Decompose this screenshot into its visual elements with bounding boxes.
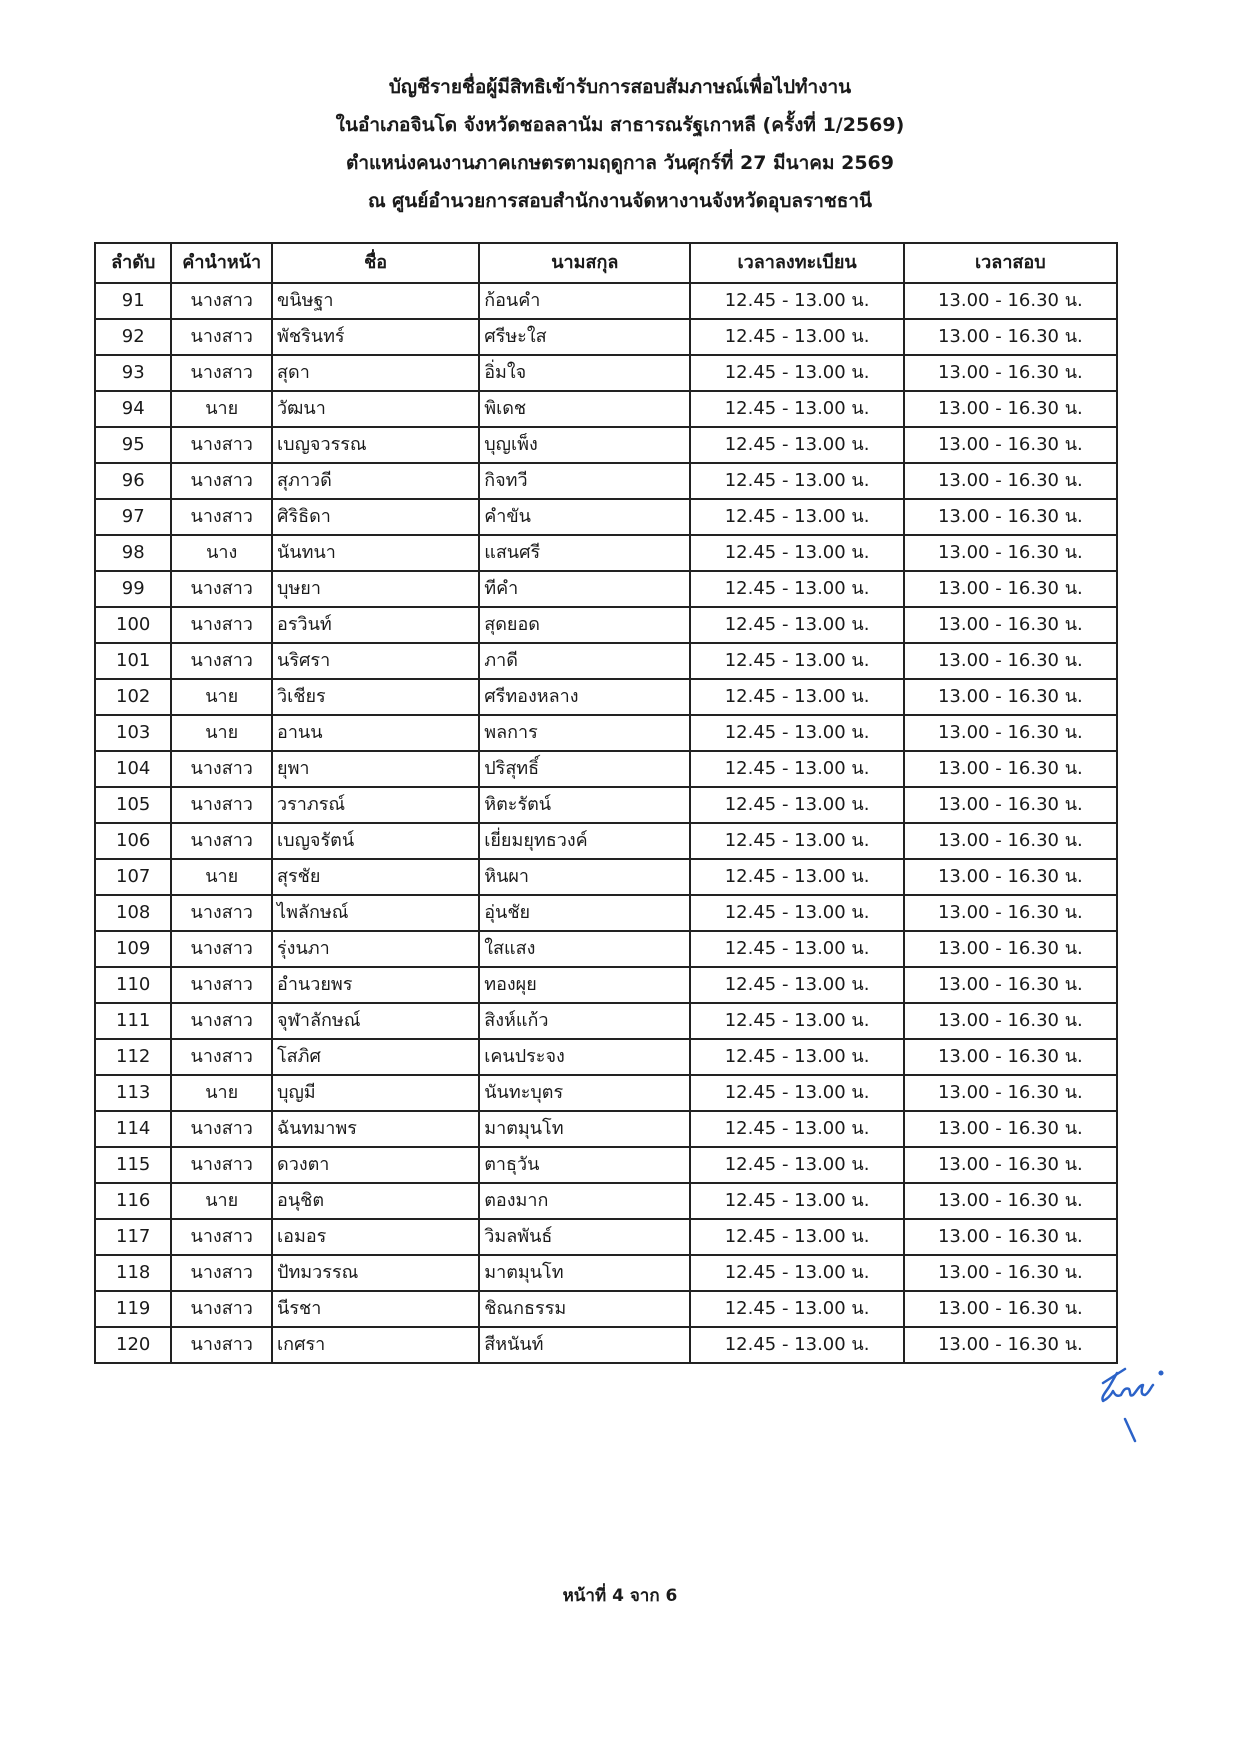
cell-no: 95 bbox=[95, 427, 171, 463]
table-row bbox=[95, 319, 1117, 355]
cell-no: 110 bbox=[95, 967, 171, 1003]
cell-registration-time: 12.45 - 13.00 น. bbox=[690, 643, 903, 679]
cell-last-name: ทองผุย bbox=[479, 967, 690, 1003]
cell-registration-time: 12.45 - 13.00 น. bbox=[690, 283, 903, 319]
cell-title: นางสาว bbox=[171, 283, 272, 319]
cell-first-name: บุษยา bbox=[272, 571, 479, 607]
table-row bbox=[95, 283, 1117, 319]
column-header-first-name: ชื่อ bbox=[272, 243, 479, 283]
cell-last-name: มาตมุนโท bbox=[479, 1255, 690, 1291]
cell-last-name: พลการ bbox=[479, 715, 690, 751]
cell-title: นางสาว bbox=[171, 427, 272, 463]
cell-registration-time: 12.45 - 13.00 น. bbox=[690, 751, 903, 787]
cell-exam-time: 13.00 - 16.30 น. bbox=[904, 643, 1117, 679]
cell-exam-time: 13.00 - 16.30 น. bbox=[904, 931, 1117, 967]
cell-exam-time: 13.00 - 16.30 น. bbox=[904, 1111, 1117, 1147]
cell-exam-time: 13.00 - 16.30 น. bbox=[904, 535, 1117, 571]
cell-title: นางสาว bbox=[171, 751, 272, 787]
cell-registration-time: 12.45 - 13.00 น. bbox=[690, 391, 903, 427]
cell-first-name: เอมอร bbox=[272, 1219, 479, 1255]
cell-last-name: หินผา bbox=[479, 859, 690, 895]
cell-title: นางสาว bbox=[171, 499, 272, 535]
table-row bbox=[95, 607, 1117, 643]
cell-last-name: แสนศรี bbox=[479, 535, 690, 571]
table-row bbox=[95, 1003, 1117, 1039]
cell-last-name: ก้อนคำ bbox=[479, 283, 690, 319]
cell-last-name: เคนประจง bbox=[479, 1039, 690, 1075]
cell-first-name: สุภาวดี bbox=[272, 463, 479, 499]
cell-first-name: นีรชา bbox=[272, 1291, 479, 1327]
cell-registration-time: 12.45 - 13.00 น. bbox=[690, 1183, 903, 1219]
cell-exam-time: 13.00 - 16.30 น. bbox=[904, 319, 1117, 355]
cell-title: นางสาว bbox=[171, 895, 272, 931]
cell-registration-time: 12.45 - 13.00 น. bbox=[690, 679, 903, 715]
cell-no: 113 bbox=[95, 1075, 171, 1111]
cell-no: 100 bbox=[95, 607, 171, 643]
cell-title: นางสาว bbox=[171, 1219, 272, 1255]
cell-last-name: ชิณกธรรม bbox=[479, 1291, 690, 1327]
cell-last-name: พิเดช bbox=[479, 391, 690, 427]
cell-registration-time: 12.45 - 13.00 น. bbox=[690, 1111, 903, 1147]
cell-last-name: วิมลพันธ์ bbox=[479, 1219, 690, 1255]
cell-no: 119 bbox=[95, 1291, 171, 1327]
cell-registration-time: 12.45 - 13.00 น. bbox=[690, 967, 903, 1003]
cell-title: นาย bbox=[171, 391, 272, 427]
cell-last-name: สีหนันท์ bbox=[479, 1327, 690, 1363]
cell-last-name: ใสแสง bbox=[479, 931, 690, 967]
cell-title: นางสาว bbox=[171, 643, 272, 679]
cell-first-name: อรวินท์ bbox=[272, 607, 479, 643]
cell-exam-time: 13.00 - 16.30 น. bbox=[904, 895, 1117, 931]
document-header bbox=[0, 68, 1240, 220]
cell-no: 115 bbox=[95, 1147, 171, 1183]
header-title: บัญชีรายชื่อผู้มีสิทธิเข้ารับการสอบสัมภาษณ์เพื่อไปทำงาน bbox=[388, 76, 852, 98]
cell-no: 91 bbox=[95, 283, 171, 319]
cell-registration-time: 12.45 - 13.00 น. bbox=[690, 1039, 903, 1075]
cell-first-name: จุฬาลักษณ์ bbox=[272, 1003, 479, 1039]
cell-no: 108 bbox=[95, 895, 171, 931]
cell-first-name: วราภรณ์ bbox=[272, 787, 479, 823]
cell-exam-time: 13.00 - 16.30 น. bbox=[904, 859, 1117, 895]
cell-last-name: ศรีทองหลาง bbox=[479, 679, 690, 715]
cell-registration-time: 12.45 - 13.00 น. bbox=[690, 1291, 903, 1327]
cell-title: นางสาว bbox=[171, 1147, 272, 1183]
cell-no: 112 bbox=[95, 1039, 171, 1075]
table-row bbox=[95, 1327, 1117, 1363]
header-venue: ณ ศูนย์อำนวยการสอบสำนักงานจัดหางานจังหวัดอุบลราชธานี bbox=[367, 190, 873, 212]
table-row bbox=[95, 679, 1117, 715]
cell-first-name: เบญจรัตน์ bbox=[272, 823, 479, 859]
cell-registration-time: 12.45 - 13.00 น. bbox=[690, 823, 903, 859]
table-row bbox=[95, 1039, 1117, 1075]
cell-no: 103 bbox=[95, 715, 171, 751]
cell-first-name: รุ่งนภา bbox=[272, 931, 479, 967]
cell-exam-time: 13.00 - 16.30 น. bbox=[904, 427, 1117, 463]
cell-last-name: กิจทวี bbox=[479, 463, 690, 499]
table-row bbox=[95, 463, 1117, 499]
cell-no: 104 bbox=[95, 751, 171, 787]
cell-exam-time: 13.00 - 16.30 น. bbox=[904, 463, 1117, 499]
cell-last-name: มาตมุนโท bbox=[479, 1111, 690, 1147]
cell-exam-time: 13.00 - 16.30 น. bbox=[904, 355, 1117, 391]
cell-last-name: อุ่นชัย bbox=[479, 895, 690, 931]
cell-title: นางสาว bbox=[171, 607, 272, 643]
table-header-row bbox=[95, 243, 1117, 283]
cell-registration-time: 12.45 - 13.00 น. bbox=[690, 1147, 903, 1183]
cell-exam-time: 13.00 - 16.30 น. bbox=[904, 1039, 1117, 1075]
cell-first-name: วัฒนา bbox=[272, 391, 479, 427]
cell-no: 96 bbox=[95, 463, 171, 499]
cell-exam-time: 13.00 - 16.30 น. bbox=[904, 391, 1117, 427]
cell-first-name: โสภิศ bbox=[272, 1039, 479, 1075]
table-row bbox=[95, 787, 1117, 823]
cell-last-name: นันทะบุตร bbox=[479, 1075, 690, 1111]
cell-no: 92 bbox=[95, 319, 171, 355]
cell-first-name: นริศรา bbox=[272, 643, 479, 679]
cell-title: นาง bbox=[171, 535, 272, 571]
table-row bbox=[95, 1111, 1117, 1147]
cell-exam-time: 13.00 - 16.30 น. bbox=[904, 1255, 1117, 1291]
cell-no: 101 bbox=[95, 643, 171, 679]
column-header-last-name: นามสกุล bbox=[479, 243, 690, 283]
column-header-exam-time: เวลาสอบ bbox=[904, 243, 1117, 283]
cell-registration-time: 12.45 - 13.00 น. bbox=[690, 1219, 903, 1255]
cell-first-name: ไพลักษณ์ bbox=[272, 895, 479, 931]
cell-first-name: ยุพา bbox=[272, 751, 479, 787]
cell-last-name: คำขัน bbox=[479, 499, 690, 535]
cell-no: 93 bbox=[95, 355, 171, 391]
cell-last-name: เยี่ยมยุทธวงค์ bbox=[479, 823, 690, 859]
column-header-registration-time: เวลาลงทะเบียน bbox=[690, 243, 903, 283]
cell-exam-time: 13.00 - 16.30 น. bbox=[904, 967, 1117, 1003]
cell-registration-time: 12.45 - 13.00 น. bbox=[690, 1003, 903, 1039]
cell-title: นางสาว bbox=[171, 787, 272, 823]
cell-first-name: สุรชัย bbox=[272, 859, 479, 895]
cell-no: 107 bbox=[95, 859, 171, 895]
cell-title: นาย bbox=[171, 1183, 272, 1219]
cell-exam-time: 13.00 - 16.30 น. bbox=[904, 679, 1117, 715]
cell-no: 106 bbox=[95, 823, 171, 859]
cell-registration-time: 12.45 - 13.00 น. bbox=[690, 859, 903, 895]
cell-registration-time: 12.45 - 13.00 น. bbox=[690, 535, 903, 571]
table-row bbox=[95, 1255, 1117, 1291]
cell-no: 105 bbox=[95, 787, 171, 823]
cell-last-name: ศรีษะใส bbox=[479, 319, 690, 355]
cell-no: 99 bbox=[95, 571, 171, 607]
cell-registration-time: 12.45 - 13.00 น. bbox=[690, 1075, 903, 1111]
cell-exam-time: 13.00 - 16.30 น. bbox=[904, 607, 1117, 643]
cell-no: 117 bbox=[95, 1219, 171, 1255]
cell-last-name: ปริสุทธิ์ bbox=[479, 751, 690, 787]
handwritten-signature bbox=[1095, 1365, 1175, 1455]
cell-title: นาย bbox=[171, 859, 272, 895]
cell-last-name: ตาธุวัน bbox=[479, 1147, 690, 1183]
table-row bbox=[95, 499, 1117, 535]
cell-registration-time: 12.45 - 13.00 น. bbox=[690, 607, 903, 643]
cell-title: นาย bbox=[171, 679, 272, 715]
column-header-title: คำนำหน้า bbox=[171, 243, 272, 283]
cell-no: 111 bbox=[95, 1003, 171, 1039]
cell-registration-time: 12.45 - 13.00 น. bbox=[690, 355, 903, 391]
cell-no: 116 bbox=[95, 1183, 171, 1219]
cell-first-name: เกศรา bbox=[272, 1327, 479, 1363]
cell-registration-time: 12.45 - 13.00 น. bbox=[690, 1255, 903, 1291]
cell-exam-time: 13.00 - 16.30 น. bbox=[904, 499, 1117, 535]
cell-first-name: สุดา bbox=[272, 355, 479, 391]
cell-exam-time: 13.00 - 16.30 น. bbox=[904, 1075, 1117, 1111]
cell-title: นางสาว bbox=[171, 571, 272, 607]
cell-no: 120 bbox=[95, 1327, 171, 1363]
cell-registration-time: 12.45 - 13.00 น. bbox=[690, 787, 903, 823]
cell-exam-time: 13.00 - 16.30 น. bbox=[904, 787, 1117, 823]
cell-first-name: ฉันทมาพร bbox=[272, 1111, 479, 1147]
cell-first-name: ดวงตา bbox=[272, 1147, 479, 1183]
cell-first-name: อำนวยพร bbox=[272, 967, 479, 1003]
cell-title: นางสาว bbox=[171, 1291, 272, 1327]
table-row bbox=[95, 427, 1117, 463]
cell-first-name: นันทนา bbox=[272, 535, 479, 571]
cell-registration-time: 12.45 - 13.00 น. bbox=[690, 931, 903, 967]
table-row bbox=[95, 1291, 1117, 1327]
cell-title: นางสาว bbox=[171, 967, 272, 1003]
cell-no: 94 bbox=[95, 391, 171, 427]
cell-title: นางสาว bbox=[171, 1255, 272, 1291]
cell-registration-time: 12.45 - 13.00 น. bbox=[690, 463, 903, 499]
cell-first-name: อานน bbox=[272, 715, 479, 751]
table-row bbox=[95, 1147, 1117, 1183]
table-row bbox=[95, 895, 1117, 931]
cell-last-name: ทีคำ bbox=[479, 571, 690, 607]
cell-title: นาย bbox=[171, 715, 272, 751]
table-row bbox=[95, 571, 1117, 607]
table-row bbox=[95, 715, 1117, 751]
cell-first-name: ศิริธิดา bbox=[272, 499, 479, 535]
cell-exam-time: 13.00 - 16.30 น. bbox=[904, 751, 1117, 787]
table-row bbox=[95, 931, 1117, 967]
cell-title: นางสาว bbox=[171, 463, 272, 499]
cell-no: 109 bbox=[95, 931, 171, 967]
cell-first-name: วิเชียร bbox=[272, 679, 479, 715]
cell-last-name: ภาดี bbox=[479, 643, 690, 679]
cell-registration-time: 12.45 - 13.00 น. bbox=[690, 715, 903, 751]
cell-last-name: อิ่มใจ bbox=[479, 355, 690, 391]
candidate-table bbox=[94, 242, 1118, 1364]
cell-title: นางสาว bbox=[171, 1039, 272, 1075]
cell-first-name: ปัทมวรรณ bbox=[272, 1255, 479, 1291]
table-row bbox=[95, 1075, 1117, 1111]
cell-no: 118 bbox=[95, 1255, 171, 1291]
cell-exam-time: 13.00 - 16.30 น. bbox=[904, 1183, 1117, 1219]
cell-exam-time: 13.00 - 16.30 น. bbox=[904, 715, 1117, 751]
cell-last-name: ตองมาก bbox=[479, 1183, 690, 1219]
cell-title: นางสาว bbox=[171, 319, 272, 355]
cell-exam-time: 13.00 - 16.30 น. bbox=[904, 283, 1117, 319]
cell-registration-time: 12.45 - 13.00 น. bbox=[690, 1327, 903, 1363]
table-row bbox=[95, 1183, 1117, 1219]
cell-last-name: หิตะรัตน์ bbox=[479, 787, 690, 823]
table-row bbox=[95, 967, 1117, 1003]
table-row bbox=[95, 859, 1117, 895]
cell-title: นางสาว bbox=[171, 1327, 272, 1363]
cell-exam-time: 13.00 - 16.30 น. bbox=[904, 1327, 1117, 1363]
cell-exam-time: 13.00 - 16.30 น. bbox=[904, 1147, 1117, 1183]
table-row bbox=[95, 823, 1117, 859]
table-row bbox=[95, 751, 1117, 787]
cell-no: 114 bbox=[95, 1111, 171, 1147]
cell-first-name: บุญมี bbox=[272, 1075, 479, 1111]
cell-title: นางสาว bbox=[171, 1111, 272, 1147]
cell-registration-time: 12.45 - 13.00 น. bbox=[690, 895, 903, 931]
cell-title: นางสาว bbox=[171, 1003, 272, 1039]
cell-registration-time: 12.45 - 13.00 น. bbox=[690, 319, 903, 355]
cell-first-name: พัชรินทร์ bbox=[272, 319, 479, 355]
table-row bbox=[95, 643, 1117, 679]
table-body bbox=[95, 283, 1117, 1363]
cell-registration-time: 12.45 - 13.00 น. bbox=[690, 427, 903, 463]
cell-last-name: สุดยอด bbox=[479, 607, 690, 643]
cell-first-name: ขนิษฐา bbox=[272, 283, 479, 319]
cell-last-name: สิงห์แก้ว bbox=[479, 1003, 690, 1039]
cell-exam-time: 13.00 - 16.30 น. bbox=[904, 823, 1117, 859]
cell-exam-time: 13.00 - 16.30 น. bbox=[904, 571, 1117, 607]
cell-registration-time: 12.45 - 13.00 น. bbox=[690, 571, 903, 607]
cell-first-name: เบญจวรรณ bbox=[272, 427, 479, 463]
cell-title: นาย bbox=[171, 1075, 272, 1111]
cell-title: นางสาว bbox=[171, 355, 272, 391]
cell-exam-time: 13.00 - 16.30 น. bbox=[904, 1003, 1117, 1039]
cell-registration-time: 12.45 - 13.00 น. bbox=[690, 499, 903, 535]
table-row bbox=[95, 391, 1117, 427]
cell-no: 97 bbox=[95, 499, 171, 535]
table-row bbox=[95, 1219, 1117, 1255]
page-number: หน้าที่ 4 จาก 6 bbox=[562, 1586, 678, 1606]
header-position-date: ตำแหน่งคนงานภาคเกษตรตามฤดูกาล วันศุกร์ที่ 27 มีนาคม 2569 bbox=[346, 152, 894, 174]
cell-no: 98 bbox=[95, 535, 171, 571]
cell-title: นางสาว bbox=[171, 823, 272, 859]
cell-exam-time: 13.00 - 16.30 น. bbox=[904, 1291, 1117, 1327]
cell-title: นางสาว bbox=[171, 931, 272, 967]
cell-no: 102 bbox=[95, 679, 171, 715]
cell-exam-time: 13.00 - 16.30 น. bbox=[904, 1219, 1117, 1255]
column-header-no: ลำดับ bbox=[95, 243, 171, 283]
cell-first-name: อนุชิต bbox=[272, 1183, 479, 1219]
cell-last-name: บุญเพ็ง bbox=[479, 427, 690, 463]
table-row bbox=[95, 355, 1117, 391]
header-location: ในอำเภอจินโด จังหวัดชอลลานัม สาธารณรัฐเกาหลี (ครั้งที่ 1/2569) bbox=[335, 114, 905, 136]
table-row bbox=[95, 535, 1117, 571]
